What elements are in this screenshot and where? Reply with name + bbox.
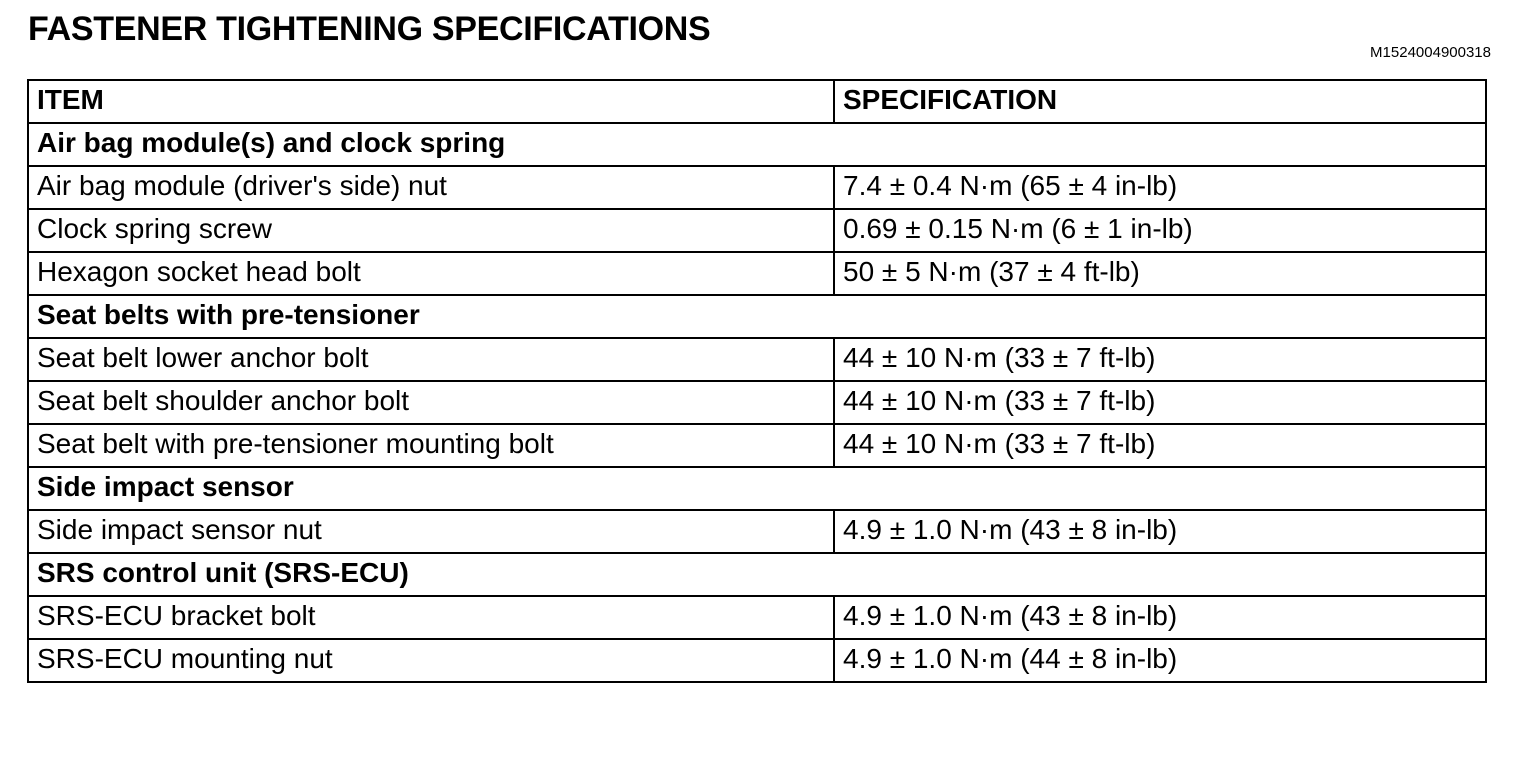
section-title: Side impact sensor — [28, 467, 1486, 510]
section-title: Air bag module(s) and clock spring — [28, 123, 1486, 166]
specification-cell: 50 ± 5 N·m (37 ± 4 ft-lb) — [834, 252, 1486, 295]
table-row — [28, 424, 1486, 467]
specification-cell: 44 ± 10 N·m (33 ± 7 ft-lb) — [834, 424, 1486, 467]
specification-cell: 44 ± 10 N·m (33 ± 7 ft-lb) — [834, 381, 1486, 424]
item-cell: Air bag module (driver's side) nut — [28, 166, 834, 209]
table-row — [28, 639, 1486, 682]
section-row — [28, 467, 1486, 510]
specification-cell: 0.69 ± 0.15 N·m (6 ± 1 in-lb) — [834, 209, 1486, 252]
table-row — [28, 381, 1486, 424]
column-header-specification: SPECIFICATION — [834, 80, 1486, 123]
section-title: SRS control unit (SRS-ECU) — [28, 553, 1486, 596]
section-row — [28, 295, 1486, 338]
table-row — [28, 510, 1486, 553]
item-cell: Clock spring screw — [28, 209, 834, 252]
item-cell: Hexagon socket head bolt — [28, 252, 834, 295]
table-row — [28, 252, 1486, 295]
item-cell: Seat belt with pre-tensioner mounting bolt — [28, 424, 834, 467]
column-header-item: ITEM — [28, 80, 834, 123]
item-cell: Side impact sensor nut — [28, 510, 834, 553]
section-title: Seat belts with pre-tensioner — [28, 295, 1486, 338]
page-title: FASTENER TIGHTENING SPECIFICATIONS — [28, 10, 711, 48]
item-cell: Seat belt lower anchor bolt — [28, 338, 834, 381]
specification-cell: 4.9 ± 1.0 N·m (44 ± 8 in-lb) — [834, 639, 1486, 682]
specification-cell: 44 ± 10 N·m (33 ± 7 ft-lb) — [834, 338, 1486, 381]
item-cell: SRS-ECU bracket bolt — [28, 596, 834, 639]
table-row — [28, 166, 1486, 209]
section-row — [28, 123, 1486, 166]
document-code: M1524004900318 — [1370, 44, 1491, 61]
section-row — [28, 553, 1486, 596]
item-cell: SRS-ECU mounting nut — [28, 639, 834, 682]
table-row — [28, 596, 1486, 639]
specification-cell: 7.4 ± 0.4 N·m (65 ± 4 in-lb) — [834, 166, 1486, 209]
table-row — [28, 338, 1486, 381]
specifications-table — [27, 79, 1487, 683]
specification-cell: 4.9 ± 1.0 N·m (43 ± 8 in-lb) — [834, 596, 1486, 639]
table-header-row — [28, 80, 1486, 123]
item-cell: Seat belt shoulder anchor bolt — [28, 381, 834, 424]
specification-cell: 4.9 ± 1.0 N·m (43 ± 8 in-lb) — [834, 510, 1486, 553]
table-row — [28, 209, 1486, 252]
